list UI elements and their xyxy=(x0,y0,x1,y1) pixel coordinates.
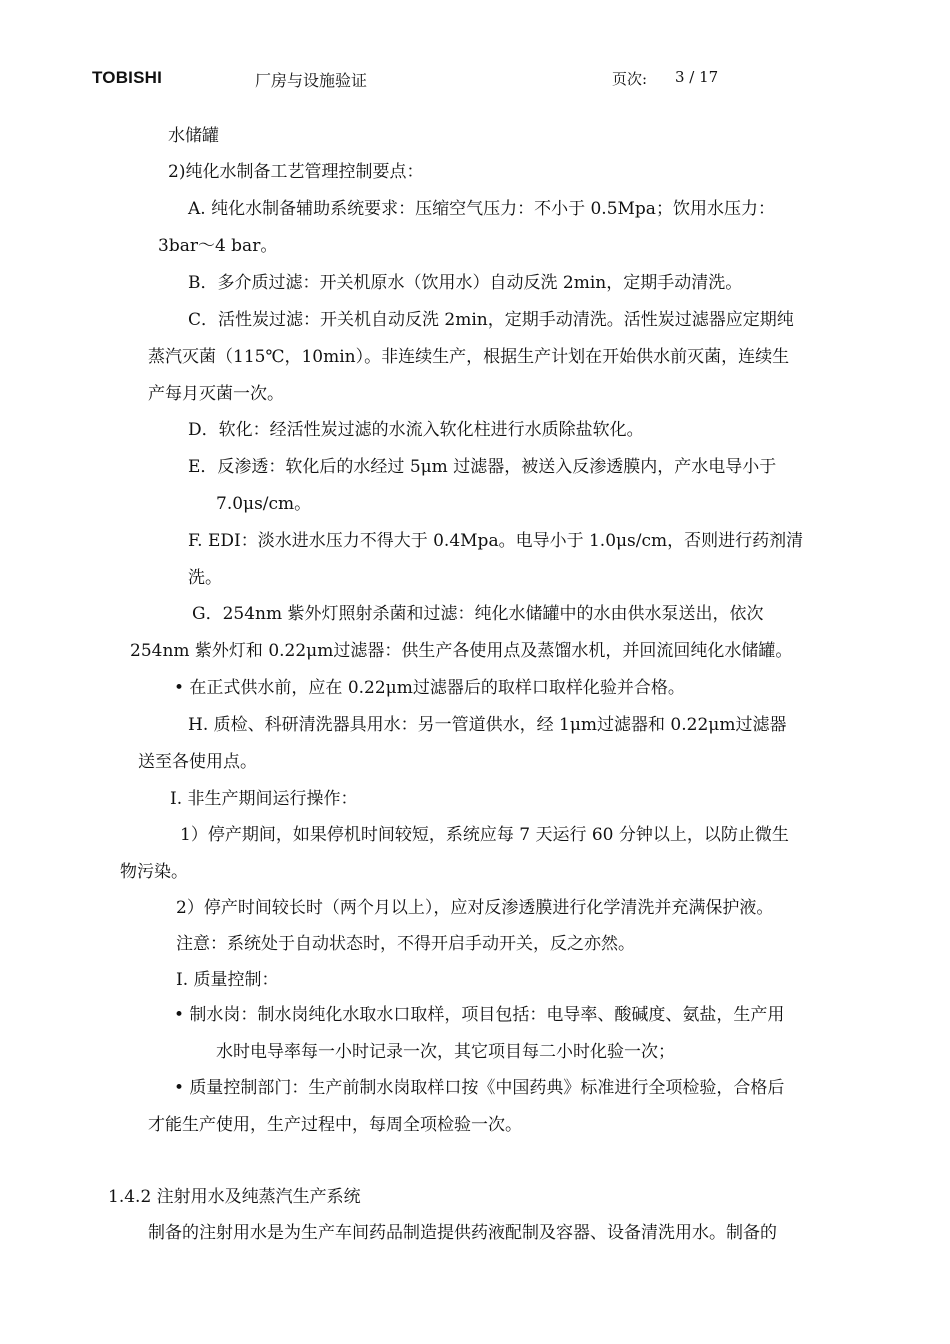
text-line: 3bar～4 bar。 xyxy=(158,236,278,256)
text-line: 才能生产使用，生产过程中，每周全项检验一次。 xyxy=(148,1115,522,1135)
page-header xyxy=(0,68,950,96)
text-line: C．活性炭过滤：开关机自动反洗 2min，定期手动清洗。活性炭过滤器应定期纯 xyxy=(188,310,794,330)
text-line: 物污染。 xyxy=(120,862,188,882)
text-line: B．多介质过滤：开关机原水（饮用水）自动反洗 2min，定期手动清洗。 xyxy=(188,273,743,293)
text-line: F. EDI：淡水进水压力不得大于 0.4Mpa。电导小于 1.0μs/cm，否则进行药剂清 xyxy=(188,531,804,551)
text-line: 送至各使用点。 xyxy=(138,752,257,772)
text-line: 洗。 xyxy=(188,568,222,588)
bullet-item: • 制水岗：制水岗纯化水取水口取样，项目包括：电导率、酸碱度、氨盐，生产用 xyxy=(174,1005,785,1025)
text-line: 2）停产时间较长时（两个月以上），应对反渗透膜进行化学清洗并充满保护液。 xyxy=(176,898,774,918)
bullet-item: • 质量控制部门：生产前制水岗取样口按《中国药典》标准进行全项检验，合格后 xyxy=(174,1078,785,1098)
page-label: 页次: xyxy=(612,70,648,88)
text-line: 1）停产期间，如果停机时间较短，系统应每 7 天运行 60 分钟以上，以防止微生 xyxy=(180,825,789,845)
bullet-item: • 在正式供水前，应在 0.22μm过滤器后的取样口取样化验并合格。 xyxy=(174,678,685,698)
text-line: 产每月灭菌一次。 xyxy=(148,384,284,404)
text-line: 水时电导率每一小时记录一次，其它项目每二小时化验一次； xyxy=(216,1042,675,1062)
text-line: 水储罐 xyxy=(168,126,219,146)
text-line: E．反渗透：软化后的水经过 5μm 过滤器，被送入反渗透膜内，产水电导小于 xyxy=(188,457,777,477)
section-heading: 2)纯化水制备工艺管理控制要点： xyxy=(168,162,424,182)
text-line: 254nm 紫外灯和 0.22μm过滤器：供生产各使用点及蒸馏水机，并回流回纯化水储罐。 xyxy=(130,641,793,661)
text-line: 7.0μs/cm。 xyxy=(216,494,312,514)
section-heading: I. 质量控制： xyxy=(176,970,279,990)
text-line: H. 质检、科研清洗器具用水：另一管道供水，经 1μm过滤器和 0.22μm过滤器 xyxy=(188,715,787,735)
page-number: 3 / 17 xyxy=(675,68,719,86)
section-heading: 1.4.2 注射用水及纯蒸汽生产系统 xyxy=(108,1187,361,1207)
text-line: 制备的注射用水是为生产车间药品制造提供药液配制及容器、设备清洗用水。制备的 xyxy=(148,1223,777,1243)
document-title: 厂房与设施验证 xyxy=(255,71,368,90)
note-line: 注意：系统处于自动状态时，不得开启手动开关，反之亦然。 xyxy=(176,934,635,954)
company-logo: TOBISHI xyxy=(92,68,163,87)
text-line: D．软化：经活性炭过滤的水流入软化柱进行水质除盐软化。 xyxy=(188,420,644,440)
text-line: A. 纯化水制备辅助系统要求：压缩空气压力：不小于 0.5Mpa；饮用水压力： xyxy=(188,199,775,219)
section-heading: I. 非生产期间运行操作： xyxy=(170,789,358,809)
text-line: 蒸汽灭菌（115℃，10min）。非连续生产，根据生产计划在开始供水前灭菌，连续生 xyxy=(148,347,790,367)
text-line: G．254nm 紫外灯照射杀菌和过滤：纯化水储罐中的水由供水泵送出，依次 xyxy=(192,604,764,624)
